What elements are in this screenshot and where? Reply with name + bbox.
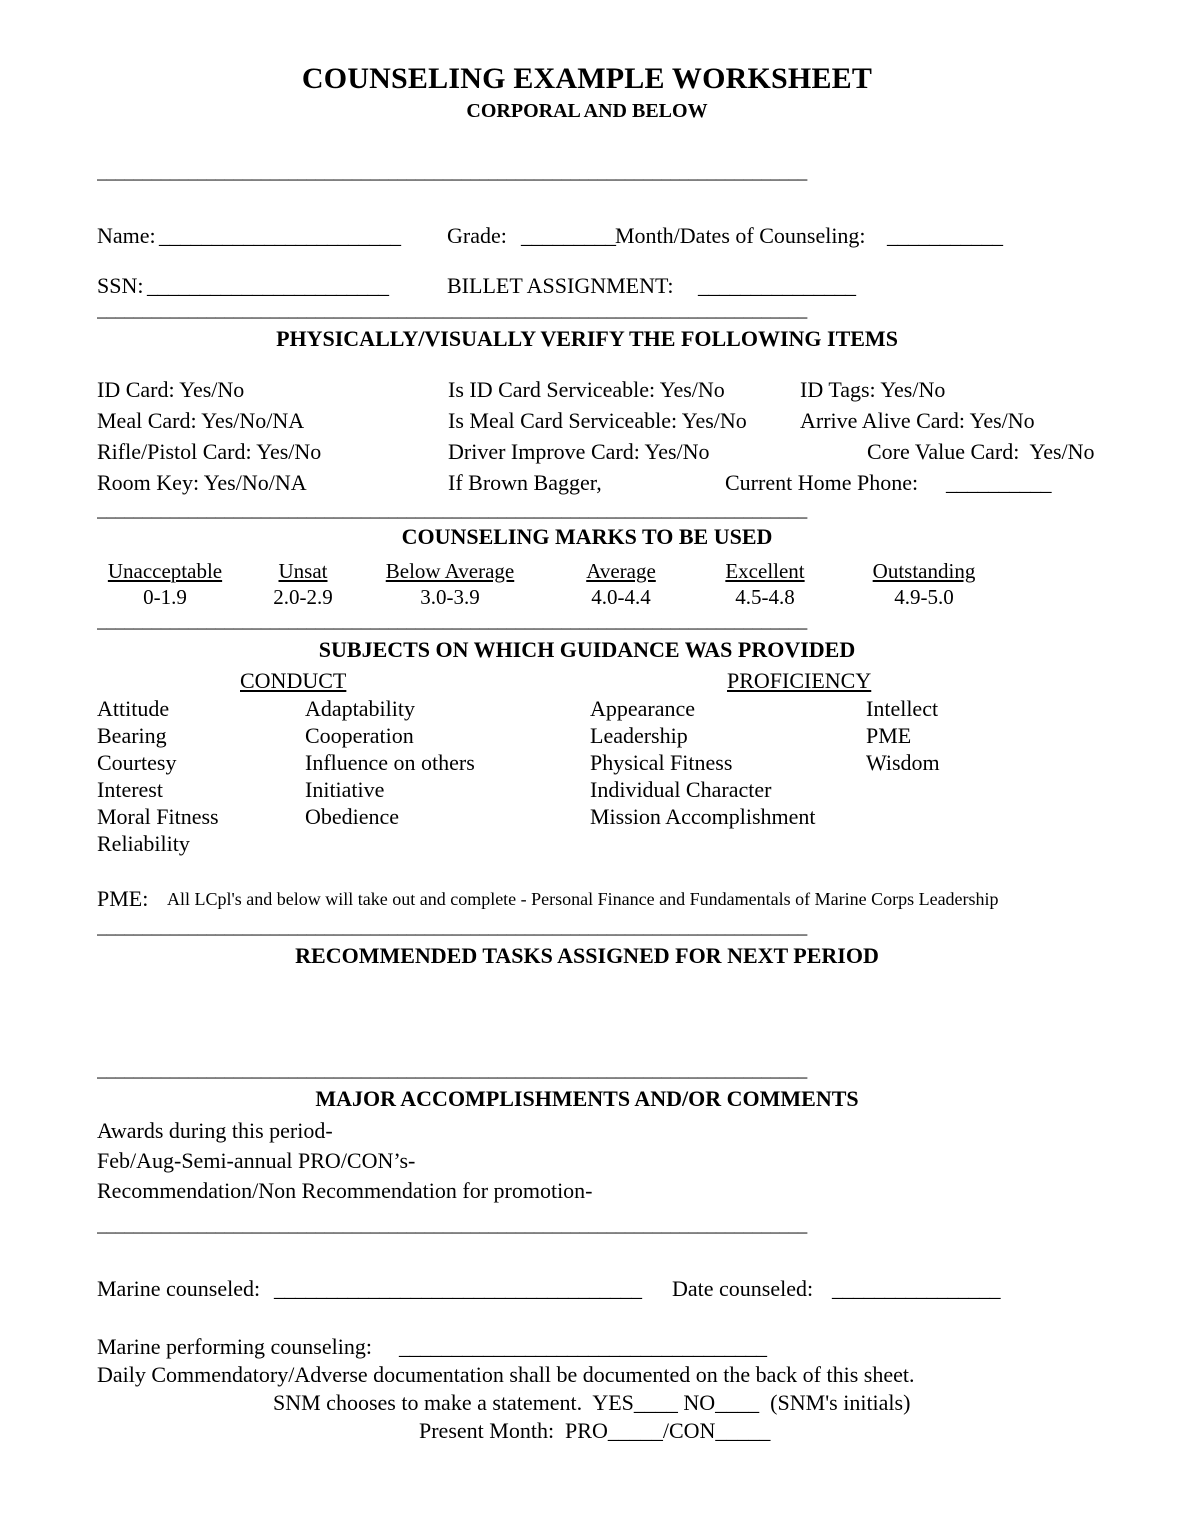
ssn-label: SSN: [97, 272, 144, 298]
divider-rule: ______________________________________________________________________________ [97, 168, 807, 181]
pme-note [97, 884, 1077, 924]
mark-range: 4.5-4.8 [735, 585, 795, 610]
mark-label: Unsat [278, 558, 328, 583]
accomplishment-line: Awards during this period- [97, 1117, 333, 1143]
verify-item: Is Meal Card Serviceable: Yes/No [448, 408, 747, 434]
divider-rule: ______________________________________________________________________________ [97, 1221, 807, 1234]
subject-item: Initiative [305, 777, 385, 803]
current-home-phone-label: Current Home Phone: [725, 470, 919, 496]
mark-range: 2.0-2.9 [273, 585, 333, 610]
mark-label: Average [586, 558, 656, 583]
verify-items-block [97, 375, 1095, 507]
current-home-phone-blank[interactable]: __________ [946, 470, 1051, 496]
subject-item: Individual Character [590, 777, 772, 803]
date-counseled-label: Date counseled: [672, 1275, 814, 1301]
accomplishment-line: Recommendation/Non Recommendation for promotion- [97, 1177, 593, 1203]
verify-item: Meal Card: Yes/No/NA [97, 408, 305, 434]
pme-label: PME: [97, 886, 149, 912]
ssn-input-blank[interactable]: _______________________ [147, 272, 389, 298]
marine-counseled-label: Marine counseled: [97, 1275, 261, 1301]
mark-column [707, 558, 823, 612]
subject-item: Adaptability [305, 696, 415, 722]
subject-item: Obedience [305, 804, 400, 830]
pme-description: All LCpl's and below will take out and complete - Personal Finance and Fundamentals of Marine Corps Leadership [167, 889, 999, 910]
subjects-lists [97, 694, 1077, 876]
subject-item: Moral Fitness [97, 804, 219, 830]
mark-column [853, 558, 995, 612]
date-counseled-blank[interactable]: ________________ [832, 1275, 1000, 1301]
proficiency-header: PROFICIENCY [727, 668, 872, 694]
verify-item: Rifle/Pistol Card: Yes/No [97, 439, 322, 465]
document-content [97, 0, 1095, 1443]
mark-column [95, 558, 235, 612]
mark-column [369, 558, 531, 612]
grade-label: Grade: [447, 222, 507, 248]
divider-rule: ______________________________________________________________________________ [97, 507, 807, 520]
verify-item: Is ID Card Serviceable: Yes/No [448, 377, 725, 403]
marine-counseled-blank[interactable]: ___________________________________ [274, 1275, 642, 1301]
subjects-column-headers [97, 664, 1077, 694]
divider-rule: ______________________________________________________________________________ [97, 924, 807, 937]
page-title: COUNSELING EXAMPLE WORKSHEET [301, 62, 873, 95]
mark-label: Below Average [385, 558, 515, 583]
mark-range: 4.9-5.0 [894, 585, 954, 610]
subject-item: Interest [97, 777, 163, 803]
divider-rule: ______________________________________________________________________________ [97, 306, 807, 319]
subject-item: Mission Accomplishment [590, 804, 816, 830]
mark-column [563, 558, 679, 612]
verify-section-heading: PHYSICALLY/VISUALLY VERIFY THE FOLLOWING ITEMS [276, 325, 898, 351]
month-dates-label: Month/Dates of Counseling: [615, 222, 866, 248]
mark-range: 3.0-3.9 [420, 585, 480, 610]
subject-item: Attitude [97, 696, 170, 722]
verify-item: If Brown Bagger, [448, 470, 602, 496]
month-dates-input-blank[interactable]: ___________ [887, 222, 1003, 248]
subject-item: Wisdom [866, 750, 940, 776]
name-input-blank[interactable]: _______________________ [159, 222, 401, 248]
subject-item: Bearing [97, 723, 167, 749]
verify-item: ID Tags: Yes/No [800, 377, 946, 403]
subject-item: PME [866, 723, 912, 749]
mark-label: Unacceptable [107, 558, 223, 583]
present-month-line[interactable]: Present Month: PRO_____/CON_____ [419, 1417, 771, 1443]
subject-item: Influence on others [305, 750, 475, 776]
identity-block [97, 207, 1077, 307]
subject-item: Reliability [97, 831, 190, 857]
accomplishments-lines [97, 1116, 1077, 1222]
verify-item: Core Value Card: Yes/No [867, 439, 1095, 465]
mark-label: Outstanding [872, 558, 976, 583]
verify-item: Driver Improve Card: Yes/No [448, 439, 710, 465]
marks-section-heading: COUNSELING MARKS TO BE USED [401, 524, 773, 550]
subject-item: Physical Fitness [590, 750, 733, 776]
verify-item: Room Key: Yes/No/NA [97, 470, 307, 496]
divider-rule: ______________________________________________________________________________ [97, 1066, 807, 1079]
billet-assignment-label: BILLET ASSIGNMENT: [447, 272, 674, 298]
mark-range: 0-1.9 [143, 585, 187, 610]
performing-counseling-blank[interactable]: ___________________________________ [399, 1333, 767, 1359]
tasks-write-in-area[interactable] [97, 971, 1077, 1067]
tasks-section-heading: RECOMMENDED TASKS ASSIGNED FOR NEXT PERIOD [295, 943, 879, 969]
subject-item: Intellect [866, 696, 939, 722]
mark-label: Excellent [725, 558, 805, 583]
accomplishment-line: Feb/Aug-Semi-annual PRO/CON’s- [97, 1147, 416, 1173]
daily-documentation-note: Daily Commendatory/Adverse documentation shall be documented on the back of this sheet. [97, 1361, 915, 1387]
subject-item: Courtesy [97, 750, 177, 776]
conduct-header: CONDUCT [240, 668, 347, 694]
name-label: Name: [97, 222, 156, 248]
mark-range: 4.0-4.4 [591, 585, 651, 610]
verify-item: ID Card: Yes/No [97, 377, 245, 403]
billet-assignment-input-blank[interactable]: _______________ [698, 272, 856, 298]
grade-input-blank[interactable]: _________ [521, 222, 616, 248]
page-subtitle: CORPORAL AND BELOW [466, 99, 708, 122]
divider-rule: ______________________________________________________________________________ [97, 617, 807, 630]
snm-statement-line[interactable]: SNM chooses to make a statement. YES____ NO____ (SNM's initials) [273, 1389, 911, 1415]
subject-item: Appearance [590, 696, 696, 722]
verify-item: Arrive Alive Card: Yes/No [800, 408, 1035, 434]
marks-table [97, 556, 1077, 618]
subjects-section-heading: SUBJECTS ON WHICH GUIDANCE WAS PROVIDED [318, 636, 856, 662]
signature-block [97, 1258, 1077, 1443]
mark-column [245, 558, 361, 612]
subject-item: Leadership [590, 723, 688, 749]
accomplishments-section-heading: MAJOR ACCOMPLISHMENTS AND/OR COMMENTS [315, 1085, 859, 1111]
subject-item: Cooperation [305, 723, 414, 749]
performing-counseling-label: Marine performing counseling: [97, 1333, 372, 1359]
